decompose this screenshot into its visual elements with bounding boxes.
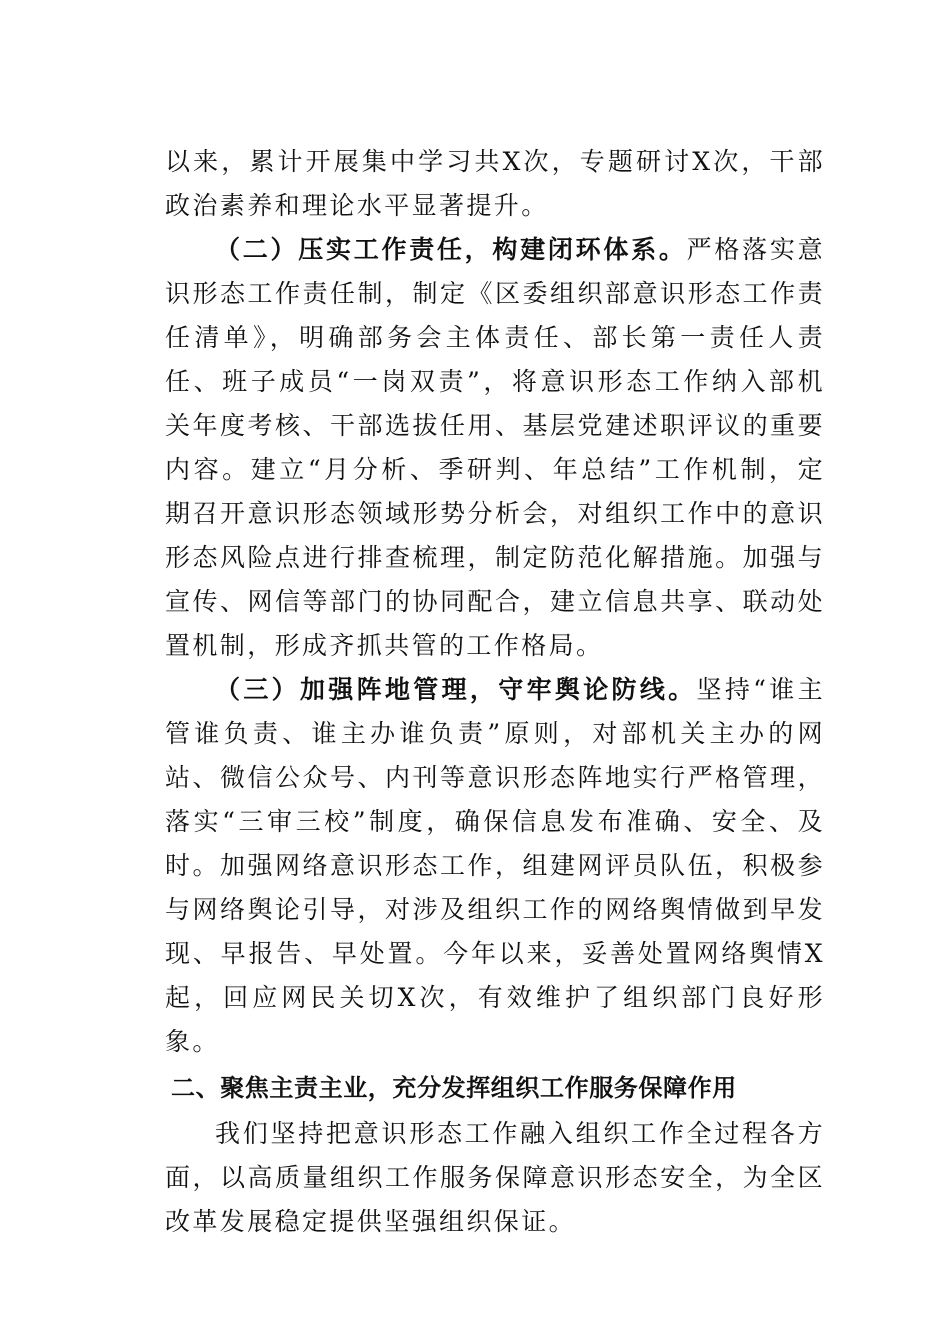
paragraph-text: 我们坚持把意识形态工作融入组织工作全过程各方面，以高质量组织工作服务保障意识形态安全，为全区改革发展稳定提供坚强组织保证。 <box>165 1119 825 1236</box>
paragraph-position-management <box>165 668 825 1064</box>
paragraph-section-intro <box>165 1112 825 1244</box>
paragraph-lead-heading: （二）压实工作责任，构建闭环体系。 <box>215 235 687 264</box>
paragraph-text: 坚持“谁主管谁负责、谁主办谁负责”原则，对部机关主办的网站、微信公众号、内刊等意识形态阵地实行严格管理，落实“三审三校”制度，确保信息发布准确、安全、及时。加强网络意识形态工作，组建网评员队伍，积极参与网络舆论引导，对涉及组织工作的网络舆情做到早发现、早报告、早处置。今年以来，妥善处置网络舆情X起，回应网民关切X次，有效维护了组织部门良好形象。 <box>165 675 825 1056</box>
paragraph-lead-heading: （三）加强阵地管理，守牢舆论防线。 <box>215 675 697 704</box>
paragraph-text: 严格落实意识形态工作责任制，制定《区委组织部意识形态工作责任清单》，明确部务会主体责任、部长第一责任人责任、班子成员“一岗双责”，将意识形态工作纳入部机关年度考核、干部选拔任用、基层党建述职评议的重要内容。建立“月分析、季研判、年总结”工作机制，定期召开意识形态领域形势分析会，对组织工作中的意识形态风险点进行排查梳理，制定防范化解措施。加强与宣传、网信等部门的协同配合，建立信息共享、联动处置机制，形成齐抓共管的工作格局。 <box>165 235 825 660</box>
paragraph-text: 以来，累计开展集中学习共X次，专题研讨X次，干部政治素养和理论水平显著提升。 <box>165 147 825 220</box>
document-body <box>165 140 825 1244</box>
paragraph-responsibility <box>165 228 825 668</box>
section-heading: 二、聚焦主责主业，充分发挥组织工作服务保障作用 <box>171 1074 737 1102</box>
paragraph-continued <box>165 140 825 228</box>
